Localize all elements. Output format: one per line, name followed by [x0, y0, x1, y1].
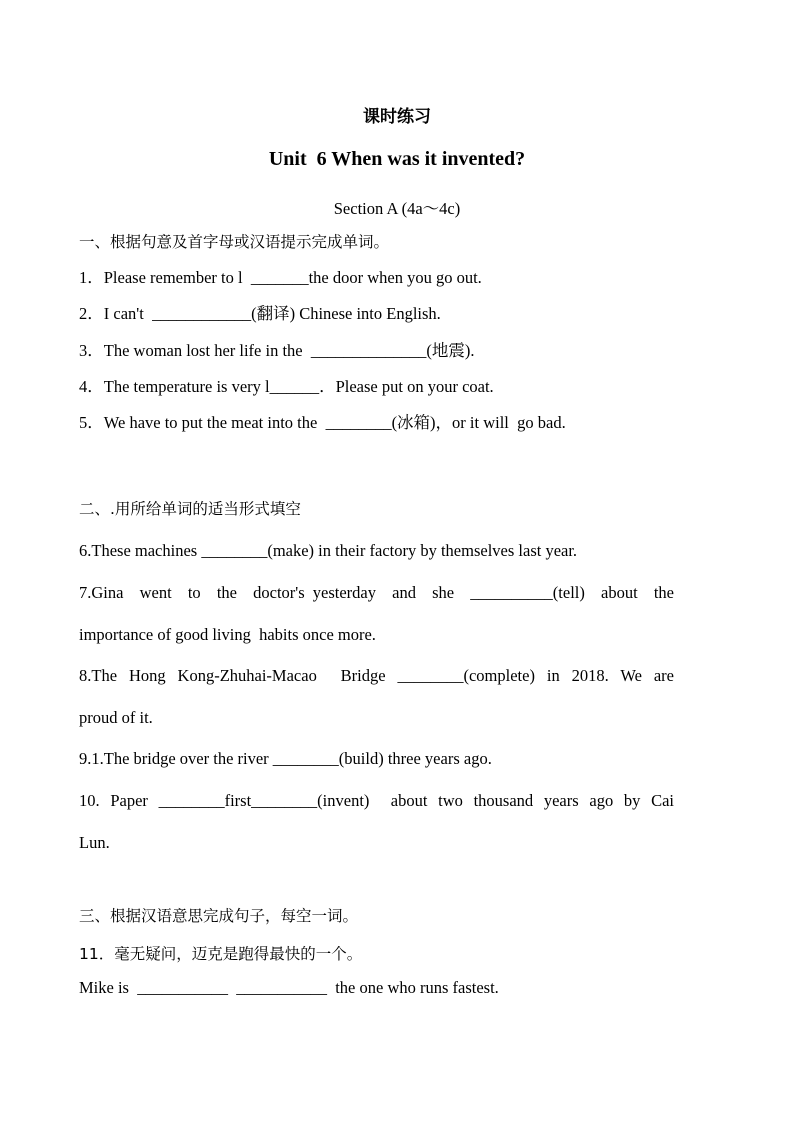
- question-9: 9.1.The bridge over the river ________(build) three years ago.: [79, 749, 492, 768]
- question-1: 1．Please remember to l _______the door when you go out.: [79, 268, 482, 287]
- question-4: 4．The temperature is very l______．Please put on your coat.: [79, 377, 494, 396]
- part1-heading: 一、根据句意及首字母或汉语提示完成单词。: [79, 233, 390, 251]
- question-7-continued: importance of good living habits once more.: [79, 625, 376, 644]
- worksheet-label: 课时练习: [363, 107, 431, 127]
- question-11-chinese: 11．毫无疑问，迈克是跑得最快的一个。: [79, 945, 363, 963]
- question-3: 3．The woman lost her life in the ______________(地震).: [79, 341, 475, 360]
- question-2: 2．I can't ____________(翻译) Chinese into English.: [79, 304, 441, 323]
- question-8-continued: proud of it.: [79, 708, 153, 727]
- question-5: 5．We have to put the meat into the ________(冰箱)，or it will go bad.: [79, 413, 566, 432]
- unit-title: Unit 6 When was it invented?: [268, 148, 526, 170]
- question-8: 8.The Hong Kong-Zhuhai-Macao Bridge ________(complete) in 2018. We are: [79, 666, 674, 685]
- question-7: 7.Gina went to the doctor's yesterday and she __________(tell) about the: [79, 583, 674, 602]
- question-11-answer: Mike is ___________ ___________ the one who runs fastest.: [79, 978, 499, 997]
- section-title: Section A (4a～4c): [333, 199, 461, 218]
- question-10: 10. Paper ________first________(invent) about two thousand years ago by Cai: [79, 791, 674, 810]
- part2-heading: 二、.用所给单词的适当形式填空: [79, 500, 301, 518]
- question-6: 6.These machines ________(make) in their factory by themselves last year.: [79, 541, 578, 560]
- part3-heading: 三、根据汉语意思完成句子，每空一词。: [79, 907, 359, 925]
- question-10-continued: Lun.: [79, 833, 110, 852]
